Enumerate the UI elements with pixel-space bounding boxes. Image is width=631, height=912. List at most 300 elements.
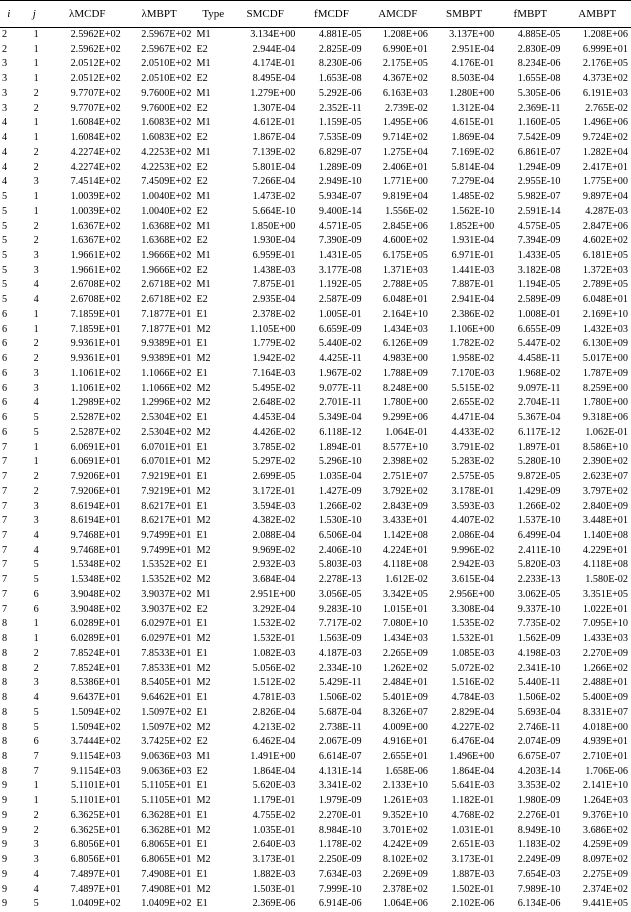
cell-a-mbpt: 1.140E+08 xyxy=(564,529,631,544)
cell-f-mcdf: 6.829E-07 xyxy=(298,146,364,161)
cell-a-mbpt: 2.789E+05 xyxy=(564,278,631,293)
cell-j: 1 xyxy=(18,190,51,205)
cell-a-mbpt: 1.432E+03 xyxy=(564,323,631,338)
cell-f-mbpt: 8.949E-10 xyxy=(497,824,563,839)
cell-s-mcdf: 2.944E-04 xyxy=(232,43,298,58)
cell-f-mbpt: 1.266E-02 xyxy=(497,500,563,515)
cell-type: E2 xyxy=(194,102,232,117)
cell-f-mbpt: 9.337E-10 xyxy=(497,603,563,618)
cell-j: 2 xyxy=(18,662,51,677)
cell-type: M1 xyxy=(194,588,232,603)
cell-s-mbpt: 8.503E-04 xyxy=(431,72,497,87)
cell-s-mbpt: 2.655E-02 xyxy=(431,396,497,411)
cell-s-mbpt: 1.312E-04 xyxy=(431,102,497,117)
cell-j: 1 xyxy=(18,308,51,323)
cell-s-mbpt: 1.931E-04 xyxy=(431,234,497,249)
cell-s-mbpt: 1.485E-02 xyxy=(431,190,497,205)
cell-lambda-mcdf: 9.9361E+01 xyxy=(51,352,124,367)
cell-i: 3 xyxy=(0,57,18,72)
cell-lambda-mbpt: 7.8533E+01 xyxy=(124,647,195,662)
cell-s-mcdf: 9.969E-02 xyxy=(232,544,298,559)
cell-s-mbpt: 1.441E-03 xyxy=(431,264,497,279)
cell-s-mbpt: 1.502E-01 xyxy=(431,883,497,898)
cell-a-mcdf: 2.175E+05 xyxy=(365,57,431,72)
cell-lambda-mbpt: 1.9666E+02 xyxy=(124,264,195,279)
cell-type: E1 xyxy=(194,470,232,485)
cell-i: 5 xyxy=(0,249,18,264)
cell-a-mcdf: 1.064E+06 xyxy=(365,897,431,912)
cell-j: 3 xyxy=(18,175,51,190)
table-row xyxy=(0,396,631,411)
table-row xyxy=(0,662,631,677)
cell-lambda-mcdf: 7.8524E+01 xyxy=(51,662,124,677)
cell-type: M2 xyxy=(194,632,232,647)
cell-a-mbpt: 3.448E+01 xyxy=(564,514,631,529)
cell-s-mcdf: 2.699E-05 xyxy=(232,470,298,485)
cell-s-mcdf: 7.875E-01 xyxy=(232,278,298,293)
cell-lambda-mcdf: 1.9661E+02 xyxy=(51,249,124,264)
cell-a-mcdf: 1.015E+01 xyxy=(365,603,431,618)
cell-a-mcdf: 1.556E-02 xyxy=(365,205,431,220)
cell-lambda-mcdf: 1.0409E+02 xyxy=(51,897,124,912)
cell-i: 6 xyxy=(0,323,18,338)
cell-f-mcdf: 2.825E-09 xyxy=(298,43,364,58)
cell-s-mbpt: 7.170E-03 xyxy=(431,367,497,382)
cell-j: 2 xyxy=(18,234,51,249)
cell-a-mbpt: 4.287E-03 xyxy=(564,205,631,220)
cell-type: E1 xyxy=(194,529,232,544)
cell-f-mbpt: 2.830E-09 xyxy=(497,43,563,58)
cell-lambda-mbpt: 9.7499E+01 xyxy=(124,529,195,544)
cell-i: 4 xyxy=(0,146,18,161)
cell-lambda-mbpt: 7.1877E+01 xyxy=(124,323,195,338)
cell-a-mbpt: 1.266E+02 xyxy=(564,662,631,677)
cell-f-mbpt: 1.160E-05 xyxy=(497,116,563,131)
cell-j: 3 xyxy=(18,249,51,264)
cell-s-mbpt: 3.791E-02 xyxy=(431,441,497,456)
cell-i: 6 xyxy=(0,426,18,441)
cell-lambda-mbpt: 8.6217E+01 xyxy=(124,514,195,529)
cell-f-mbpt: 2.233E-13 xyxy=(497,573,563,588)
cell-s-mbpt: 2.651E-03 xyxy=(431,838,497,853)
cell-i: 7 xyxy=(0,514,18,529)
cell-a-mcdf: 4.916E+01 xyxy=(365,735,431,750)
cell-a-mbpt: 3.351E+05 xyxy=(564,588,631,603)
cell-a-mcdf: 1.612E-02 xyxy=(365,573,431,588)
cell-lambda-mbpt: 9.7499E+01 xyxy=(124,544,195,559)
cell-f-mcdf: 6.659E-09 xyxy=(298,323,364,338)
cell-f-mcdf: 3.056E-05 xyxy=(298,588,364,603)
cell-type: M2 xyxy=(194,662,232,677)
cell-s-mbpt: 3.615E-04 xyxy=(431,573,497,588)
cell-s-mbpt: 1.535E-02 xyxy=(431,617,497,632)
cell-lambda-mcdf: 1.6367E+02 xyxy=(51,234,124,249)
cell-f-mcdf: 2.587E-09 xyxy=(298,293,364,308)
cell-s-mbpt: 5.814E-04 xyxy=(431,161,497,176)
cell-lambda-mbpt: 9.0636E+03 xyxy=(124,750,195,765)
cell-f-mcdf: 6.914E-06 xyxy=(298,897,364,912)
cell-i: 8 xyxy=(0,632,18,647)
cell-j: 4 xyxy=(18,278,51,293)
cell-s-mcdf: 4.453E-04 xyxy=(232,411,298,426)
cell-s-mbpt: 3.137E+00 xyxy=(431,28,497,43)
cell-a-mbpt: 4.373E+02 xyxy=(564,72,631,87)
cell-s-mcdf: 1.532E-01 xyxy=(232,632,298,647)
cell-j: 2 xyxy=(18,161,51,176)
cell-i: 9 xyxy=(0,838,18,853)
cell-j: 2 xyxy=(18,337,51,352)
cell-f-mcdf: 2.067E-09 xyxy=(298,735,364,750)
cell-f-mbpt: 7.735E-02 xyxy=(497,617,563,632)
cell-f-mcdf: 2.334E-10 xyxy=(298,662,364,677)
cell-f-mbpt: 5.447E-02 xyxy=(497,337,563,352)
cell-lambda-mbpt: 5.1105E+01 xyxy=(124,779,195,794)
cell-i: 6 xyxy=(0,352,18,367)
cell-s-mbpt: 3.593E-03 xyxy=(431,500,497,515)
cell-j: 2 xyxy=(18,102,51,117)
cell-a-mcdf: 3.792E+02 xyxy=(365,485,431,500)
cell-lambda-mcdf: 1.1061E+02 xyxy=(51,382,124,397)
cell-s-mcdf: 1.930E-04 xyxy=(232,234,298,249)
cell-type: E2 xyxy=(194,293,232,308)
cell-i: 8 xyxy=(0,735,18,750)
table-row xyxy=(0,897,631,912)
cell-s-mbpt: 5.072E-02 xyxy=(431,662,497,677)
cell-i: 7 xyxy=(0,529,18,544)
cell-j: 2 xyxy=(18,352,51,367)
cell-f-mcdf: 7.535E-09 xyxy=(298,131,364,146)
cell-s-mcdf: 3.134E+00 xyxy=(232,28,298,43)
cell-i: 5 xyxy=(0,278,18,293)
cell-a-mbpt: 4.939E+01 xyxy=(564,735,631,750)
table-row xyxy=(0,175,631,190)
cell-i: 9 xyxy=(0,868,18,883)
cell-s-mcdf: 1.491E+00 xyxy=(232,750,298,765)
cell-j: 4 xyxy=(18,868,51,883)
cell-s-mbpt: 6.476E-04 xyxy=(431,735,497,750)
cell-type: M2 xyxy=(194,883,232,898)
cell-a-mcdf: 1.434E+03 xyxy=(365,323,431,338)
cell-lambda-mbpt: 9.7600E+02 xyxy=(124,102,195,117)
cell-a-mcdf: 8.102E+02 xyxy=(365,853,431,868)
header-f-mbpt: fMBPT xyxy=(497,1,563,28)
cell-f-mcdf: 4.571E-05 xyxy=(298,220,364,235)
cell-type: E1 xyxy=(194,868,232,883)
cell-f-mbpt: 3.353E-02 xyxy=(497,779,563,794)
cell-a-mcdf: 6.990E+01 xyxy=(365,43,431,58)
cell-a-mbpt: 2.417E+01 xyxy=(564,161,631,176)
cell-j: 2 xyxy=(18,485,51,500)
cell-lambda-mbpt: 9.6462E+01 xyxy=(124,691,195,706)
cell-a-mcdf: 2.751E+07 xyxy=(365,470,431,485)
cell-a-mcdf: 9.299E+06 xyxy=(365,411,431,426)
cell-s-mbpt: 1.085E-03 xyxy=(431,647,497,662)
cell-f-mbpt: 5.693E-04 xyxy=(497,706,563,721)
cell-s-mcdf: 4.755E-02 xyxy=(232,809,298,824)
cell-lambda-mbpt: 4.2253E+02 xyxy=(124,146,195,161)
cell-s-mcdf: 4.213E-02 xyxy=(232,721,298,736)
cell-s-mcdf: 2.648E-02 xyxy=(232,396,298,411)
cell-lambda-mcdf: 7.4514E+02 xyxy=(51,175,124,190)
cell-j: 6 xyxy=(18,588,51,603)
table-row xyxy=(0,838,631,853)
cell-s-mbpt: 1.106E+00 xyxy=(431,323,497,338)
cell-j: 5 xyxy=(18,411,51,426)
cell-type: M2 xyxy=(194,824,232,839)
cell-lambda-mbpt: 8.5405E+01 xyxy=(124,676,195,691)
cell-s-mbpt: 9.996E-02 xyxy=(431,544,497,559)
cell-i: 5 xyxy=(0,264,18,279)
header-s-mbpt: SMBPT xyxy=(431,1,497,28)
cell-f-mcdf: 1.005E-01 xyxy=(298,308,364,323)
cell-lambda-mbpt: 2.5304E+02 xyxy=(124,426,195,441)
table-row xyxy=(0,676,631,691)
cell-f-mcdf: 5.296E-10 xyxy=(298,455,364,470)
table-row xyxy=(0,102,631,117)
cell-lambda-mcdf: 3.9048E+02 xyxy=(51,588,124,603)
cell-lambda-mcdf: 2.5287E+02 xyxy=(51,411,124,426)
cell-j: 1 xyxy=(18,441,51,456)
cell-a-mbpt: 2.275E+09 xyxy=(564,868,631,883)
header-s-mcdf: SMCDF xyxy=(232,1,298,28)
cell-s-mbpt: 3.178E-01 xyxy=(431,485,497,500)
table-row xyxy=(0,603,631,618)
cell-s-mbpt: 3.308E-04 xyxy=(431,603,497,618)
cell-type: E1 xyxy=(194,838,232,853)
table-header xyxy=(0,1,631,28)
cell-lambda-mcdf: 9.9361E+01 xyxy=(51,337,124,352)
cell-a-mcdf: 1.208E+06 xyxy=(365,28,431,43)
cell-i: 7 xyxy=(0,588,18,603)
table-row xyxy=(0,57,631,72)
cell-s-mcdf: 1.438E-03 xyxy=(232,264,298,279)
cell-a-mcdf: 4.600E+02 xyxy=(365,234,431,249)
cell-j: 4 xyxy=(18,691,51,706)
cell-f-mcdf: 2.270E-01 xyxy=(298,809,364,824)
cell-i: 8 xyxy=(0,647,18,662)
cell-type: E2 xyxy=(194,72,232,87)
cell-lambda-mbpt: 6.0701E+01 xyxy=(124,441,195,456)
cell-j: 4 xyxy=(18,529,51,544)
cell-i: 3 xyxy=(0,87,18,102)
cell-type: M1 xyxy=(194,220,232,235)
cell-s-mbpt: 2.951E-04 xyxy=(431,43,497,58)
cell-f-mbpt: 1.429E-09 xyxy=(497,485,563,500)
cell-type: E1 xyxy=(194,367,232,382)
cell-lambda-mbpt: 4.2253E+02 xyxy=(124,161,195,176)
cell-type: M2 xyxy=(194,794,232,809)
cell-f-mbpt: 1.008E-01 xyxy=(497,308,563,323)
cell-a-mcdf: 5.401E+09 xyxy=(365,691,431,706)
cell-s-mcdf: 4.382E-02 xyxy=(232,514,298,529)
cell-a-mbpt: 1.372E+03 xyxy=(564,264,631,279)
cell-a-mbpt: 3.797E+02 xyxy=(564,485,631,500)
cell-i: 3 xyxy=(0,102,18,117)
cell-f-mcdf: 2.701E-11 xyxy=(298,396,364,411)
cell-lambda-mbpt: 9.7600E+02 xyxy=(124,87,195,102)
table-row xyxy=(0,367,631,382)
cell-a-mbpt: 4.018E+00 xyxy=(564,721,631,736)
cell-j: 2 xyxy=(18,647,51,662)
cell-f-mbpt: 4.198E-03 xyxy=(497,647,563,662)
cell-a-mcdf: 2.843E+09 xyxy=(365,500,431,515)
cell-j: 1 xyxy=(18,794,51,809)
cell-s-mcdf: 3.172E-01 xyxy=(232,485,298,500)
cell-f-mbpt: 4.885E-05 xyxy=(497,28,563,43)
cell-a-mbpt: 2.765E-02 xyxy=(564,102,631,117)
cell-lambda-mcdf: 1.6084E+02 xyxy=(51,131,124,146)
cell-a-mcdf: 2.788E+05 xyxy=(365,278,431,293)
cell-f-mbpt: 5.305E-06 xyxy=(497,87,563,102)
cell-j: 2 xyxy=(18,470,51,485)
cell-lambda-mbpt: 2.5967E+02 xyxy=(124,43,195,58)
cell-i: 5 xyxy=(0,234,18,249)
cell-s-mbpt: 2.829E-04 xyxy=(431,706,497,721)
cell-i: 6 xyxy=(0,337,18,352)
cell-f-mbpt: 2.411E-10 xyxy=(497,544,563,559)
cell-a-mbpt: 2.488E+01 xyxy=(564,676,631,691)
cell-lambda-mbpt: 3.9037E+02 xyxy=(124,588,195,603)
cell-f-mbpt: 1.433E-05 xyxy=(497,249,563,264)
cell-a-mcdf: 2.845E+06 xyxy=(365,220,431,235)
cell-lambda-mcdf: 7.4897E+01 xyxy=(51,883,124,898)
cell-i: 2 xyxy=(0,28,18,43)
cell-s-mbpt: 4.784E-03 xyxy=(431,691,497,706)
cell-type: E2 xyxy=(194,735,232,750)
table-body xyxy=(0,28,631,912)
cell-a-mcdf: 1.064E-01 xyxy=(365,426,431,441)
header-type: Type xyxy=(194,1,232,28)
cell-lambda-mcdf: 7.9206E+01 xyxy=(51,485,124,500)
cell-a-mcdf: 2.378E+02 xyxy=(365,883,431,898)
cell-j: 5 xyxy=(18,558,51,573)
cell-lambda-mbpt: 7.4908E+01 xyxy=(124,868,195,883)
table-row xyxy=(0,146,631,161)
cell-s-mbpt: 2.102E-06 xyxy=(431,897,497,912)
cell-i: 8 xyxy=(0,706,18,721)
table-row xyxy=(0,779,631,794)
table-row xyxy=(0,883,631,898)
cell-lambda-mbpt: 1.0409E+02 xyxy=(124,897,195,912)
cell-s-mcdf: 5.801E-04 xyxy=(232,161,298,176)
cell-s-mbpt: 1.782E-02 xyxy=(431,337,497,352)
cell-j: 3 xyxy=(18,853,51,868)
cell-f-mcdf: 1.159E-05 xyxy=(298,116,364,131)
cell-s-mcdf: 1.279E+00 xyxy=(232,87,298,102)
cell-f-mbpt: 2.746E-11 xyxy=(497,721,563,736)
cell-j: 1 xyxy=(18,57,51,72)
cell-f-mbpt: 3.062E-05 xyxy=(497,588,563,603)
cell-a-mbpt: 2.840E+09 xyxy=(564,500,631,515)
cell-a-mcdf: 1.371E+03 xyxy=(365,264,431,279)
cell-f-mcdf: 6.614E-07 xyxy=(298,750,364,765)
table-row xyxy=(0,87,631,102)
cell-a-mcdf: 2.406E+01 xyxy=(365,161,431,176)
cell-s-mcdf: 5.620E-03 xyxy=(232,779,298,794)
cell-lambda-mcdf: 1.5348E+02 xyxy=(51,558,124,573)
cell-a-mbpt: 9.897E+04 xyxy=(564,190,631,205)
cell-a-mcdf: 1.788E+09 xyxy=(365,367,431,382)
cell-f-mbpt: 5.280E-10 xyxy=(497,455,563,470)
cell-f-mbpt: 1.562E-09 xyxy=(497,632,563,647)
cell-j: 1 xyxy=(18,779,51,794)
cell-lambda-mcdf: 7.8524E+01 xyxy=(51,647,124,662)
cell-f-mbpt: 7.542E-09 xyxy=(497,131,563,146)
cell-lambda-mbpt: 1.5352E+02 xyxy=(124,558,195,573)
table-row xyxy=(0,131,631,146)
cell-type: M1 xyxy=(194,87,232,102)
cell-s-mcdf: 4.781E-03 xyxy=(232,691,298,706)
cell-type: M2 xyxy=(194,352,232,367)
cell-i: 6 xyxy=(0,367,18,382)
header-row xyxy=(0,1,631,28)
cell-type: E1 xyxy=(194,558,232,573)
cell-lambda-mcdf: 2.5287E+02 xyxy=(51,426,124,441)
table-row xyxy=(0,116,631,131)
cell-j: 1 xyxy=(18,116,51,131)
cell-type: E2 xyxy=(194,131,232,146)
cell-s-mbpt: 1.869E-04 xyxy=(431,131,497,146)
cell-s-mbpt: 4.615E-01 xyxy=(431,116,497,131)
cell-j: 5 xyxy=(18,897,51,912)
cell-lambda-mbpt: 1.5097E+02 xyxy=(124,721,195,736)
cell-a-mcdf: 4.367E+02 xyxy=(365,72,431,87)
cell-a-mcdf: 1.261E+03 xyxy=(365,794,431,809)
cell-f-mcdf: 7.717E-02 xyxy=(298,617,364,632)
cell-j: 3 xyxy=(18,514,51,529)
cell-s-mcdf: 3.173E-01 xyxy=(232,853,298,868)
cell-type: M1 xyxy=(194,249,232,264)
cell-f-mbpt: 1.897E-01 xyxy=(497,441,563,456)
cell-lambda-mbpt: 6.8065E+01 xyxy=(124,853,195,868)
cell-lambda-mbpt: 7.8533E+01 xyxy=(124,662,195,677)
cell-lambda-mbpt: 6.8065E+01 xyxy=(124,838,195,853)
cell-f-mcdf: 4.425E-11 xyxy=(298,352,364,367)
table-row xyxy=(0,293,631,308)
cell-i: 6 xyxy=(0,382,18,397)
cell-j: 4 xyxy=(18,293,51,308)
cell-f-mbpt: 6.117E-12 xyxy=(497,426,563,441)
cell-lambda-mcdf: 1.2989E+02 xyxy=(51,396,124,411)
cell-a-mbpt: 1.780E+00 xyxy=(564,396,631,411)
cell-lambda-mbpt: 5.1105E+01 xyxy=(124,794,195,809)
cell-lambda-mcdf: 1.9661E+02 xyxy=(51,264,124,279)
cell-i: 5 xyxy=(0,220,18,235)
cell-i: 7 xyxy=(0,558,18,573)
table-row xyxy=(0,809,631,824)
cell-s-mcdf: 7.164E-03 xyxy=(232,367,298,382)
cell-lambda-mcdf: 7.9206E+01 xyxy=(51,470,124,485)
table-row xyxy=(0,721,631,736)
cell-a-mbpt: 9.376E+10 xyxy=(564,809,631,824)
table-row xyxy=(0,485,631,500)
cell-lambda-mbpt: 1.6083E+02 xyxy=(124,116,195,131)
cell-i: 5 xyxy=(0,205,18,220)
cell-lambda-mbpt: 1.6368E+02 xyxy=(124,234,195,249)
cell-a-mcdf: 9.819E+04 xyxy=(365,190,431,205)
cell-type: M2 xyxy=(194,573,232,588)
cell-f-mbpt: 7.654E-03 xyxy=(497,868,563,883)
cell-f-mbpt: 6.134E-06 xyxy=(497,897,563,912)
table-row xyxy=(0,647,631,662)
header-lambda-mcdf: λMCDF xyxy=(51,1,124,28)
header-a-mbpt: AMBPT xyxy=(564,1,631,28)
cell-a-mbpt: 3.686E+02 xyxy=(564,824,631,839)
table-row xyxy=(0,411,631,426)
cell-a-mbpt: 9.724E+02 xyxy=(564,131,631,146)
cell-lambda-mbpt: 2.0510E+02 xyxy=(124,72,195,87)
cell-f-mbpt: 1.294E-09 xyxy=(497,161,563,176)
